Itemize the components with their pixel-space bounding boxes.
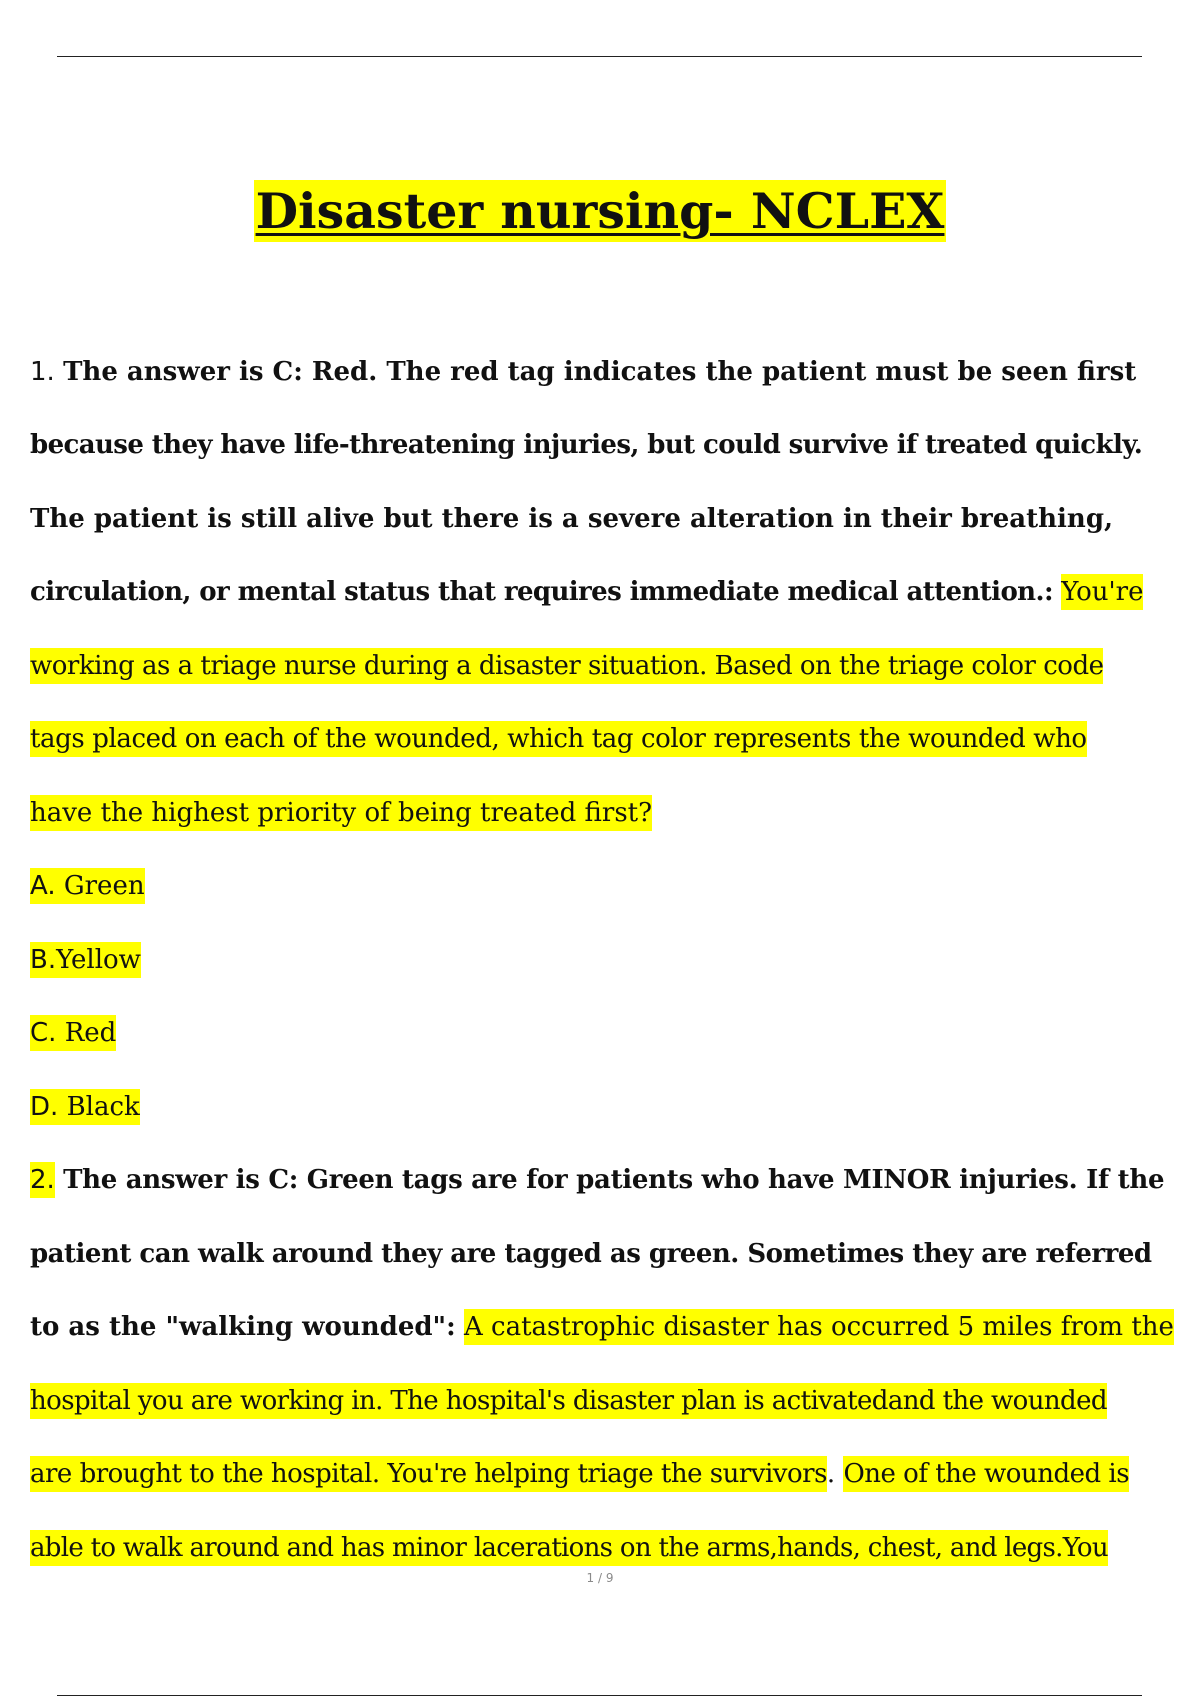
q1-option-c: [30, 997, 1180, 1071]
document-title: Disaster nursing- NCLEX: [255, 182, 945, 240]
q2-question-line-5b: .: [826, 1459, 844, 1490]
q1-line-4: [30, 556, 1180, 630]
q1-answer-line-3: The patient is still alive but there is a severe alteration in their breathing,: [30, 503, 1114, 534]
q1-line-3: [30, 482, 1180, 556]
q2-line-1: [30, 1144, 1180, 1218]
bottom-rule: [57, 1695, 1142, 1696]
q2-line-5: [30, 1438, 1180, 1512]
q1-line-6: [30, 703, 1180, 777]
q1-answer-line-4: circulation, or mental status that requires immediate medical attention.:: [30, 577, 1053, 608]
q1-question-line-4: You're: [1061, 574, 1143, 610]
q1-option-d-text: D. Black: [30, 1089, 140, 1125]
q2-answer-line-3: to as the "walking wounded":: [30, 1312, 456, 1343]
q2-answer-line-2: patient can walk around they are tagged as green. Sometimes they are referred: [30, 1238, 1152, 1269]
page-indicator: 1 / 9: [586, 1571, 614, 1585]
q2-question-line-5a: are brought to the hospital. You're helping triage the survivors: [30, 1456, 827, 1492]
q1-option-a-text: A. Green: [30, 868, 145, 904]
q1-option-b: [30, 923, 1180, 997]
q1-question-line-7: have the highest priority of being treated first?: [30, 795, 652, 831]
q2-question-line-5c: One of the wounded is: [843, 1456, 1129, 1492]
title-container: [0, 180, 1200, 242]
q2-answer-line-1: The answer is C: Green tags are for patients who have MINOR injuries. If the: [63, 1165, 1165, 1196]
q1-option-c-text: C. Red: [30, 1015, 116, 1051]
q1-line-5: [30, 629, 1180, 703]
q2-line-2: [30, 1217, 1180, 1291]
document-body: [30, 335, 1180, 1585]
q2-number: 2.: [30, 1162, 55, 1198]
q2-question-line-6: able to walk around and has minor lacerations on the arms,hands, chest, and legs.You: [30, 1530, 1108, 1566]
q1-answer-line-2: because they have life-threatening injuries, but could survive if treated quickly.: [30, 430, 1143, 461]
q1-option-b-text: B.Yellow: [30, 942, 141, 978]
q1-number: 1.: [30, 356, 55, 387]
q1-line-1: [30, 335, 1180, 409]
q1-question-line-6: tags placed on each of the wounded, which tag color represents the wounded who: [30, 721, 1087, 757]
q1-answer-line-1: The answer is C: Red. The red tag indicates the patient must be seen first: [63, 356, 1137, 387]
q2-question-line-3: A catastrophic disaster has occurred 5 miles from the: [464, 1309, 1174, 1345]
q2-question-line-4: hospital you are working in. The hospital's disaster plan is activatedand the wounded: [30, 1383, 1107, 1419]
q1-option-d: [30, 1070, 1180, 1144]
q1-line-7: [30, 776, 1180, 850]
top-rule: [57, 56, 1142, 57]
q1-question-line-5: working as a triage nurse during a disaster situation. Based on the triage color code: [30, 648, 1103, 684]
q1-option-a: [30, 850, 1180, 924]
q1-line-2: [30, 409, 1180, 483]
q2-line-3: [30, 1291, 1180, 1365]
q2-line-4: [30, 1364, 1180, 1438]
